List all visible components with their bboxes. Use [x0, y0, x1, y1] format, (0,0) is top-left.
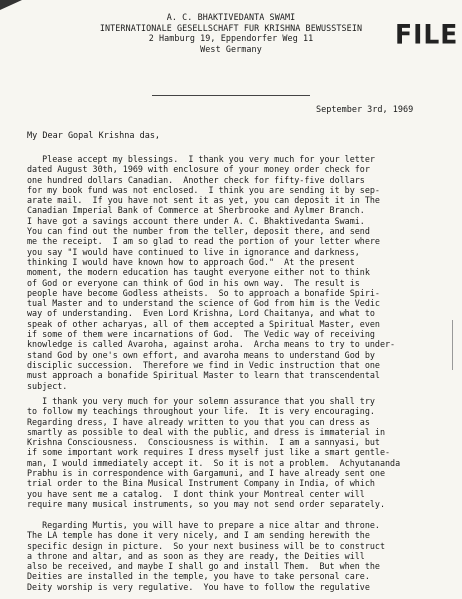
text-line: people have become Godless atheists. So to approach a bonafide Spiri-	[27, 287, 380, 298]
text-line: stand God by one's own effort, and avaroha means to understand God by	[27, 349, 375, 360]
text-line: disciplic succession. Therefore we find in Vedic instruction that one	[27, 359, 380, 370]
corner-mark	[0, 0, 22, 10]
text-line: you have sent me a catalog. I dont think your Montreal center will	[27, 488, 365, 499]
text-line: specific design in picture. So your next business will be to construct	[27, 540, 385, 551]
letterhead-rule	[152, 95, 310, 96]
text-line: for my book fund was not enclosed. I think you are sending it by sep-	[27, 184, 380, 195]
text-line: you say "I would have continued to live in ignorance and darkness,	[27, 246, 360, 257]
text-line: dated August 30th, 1969 with enclosure of your money order check for	[27, 164, 370, 175]
text-line: smartly as possible to deal with the public, and dress is immaterial in	[27, 426, 385, 437]
text-line: also be received, and maybe I shall go and install Them. But when the	[27, 561, 380, 572]
letter-date: September 3rd, 1969	[316, 105, 414, 115]
text-line: trial order to the Bina Musical Instrument Company in India, of which	[27, 478, 375, 489]
text-line: a throne and altar, and as soon as they are ready, the Deities will	[27, 550, 365, 561]
text-line: to follow my teachings throughout your life. It is very encouraging.	[27, 406, 375, 417]
text-line: speak of other acharyas, all of them accepted a Spiritual Master, even	[27, 318, 380, 329]
letterhead-country: West Germany	[200, 43, 262, 54]
text-line: Please accept my blessings. I thank you very much for your letter	[27, 154, 375, 164]
text-line: Deities are installed in the temple, you have to take personal care.	[27, 571, 370, 582]
file-stamp: FILE	[395, 19, 459, 50]
text-line: must approach a bonafide Spiritual Master to learn that transcendental	[27, 370, 380, 381]
letterhead-name: A. C. BHAKTIVEDANTA SWAMI	[166, 12, 296, 22]
letterhead	[0, 12, 462, 54]
text-line: require many musical instruments, so you may not send order separately.	[27, 498, 385, 509]
text-line: thinking I would have known how to approach God." At the present	[27, 256, 355, 267]
letterhead-organization: INTERNATIONALE GESELLSCHAFT FUR KRISHNA BEWUSSTSEIN	[99, 22, 363, 33]
text-line: man, I would immediately accept it. So it is not a problem. Achyutananda	[27, 457, 401, 468]
text-line: Deity worship is very regulative. You have to follow the regulative	[27, 581, 370, 592]
text-line: knowledge is called Avaroha, against aroha. Archa means to try to under-	[27, 339, 396, 350]
text-line: Regarding Murtis, you will have to prepare a nice altar and throne.	[27, 520, 380, 530]
letterhead-street: 2 Hamburg 19, Eppendorfer Weg 11	[148, 33, 314, 43]
paragraph-1	[27, 154, 457, 391]
text-line: tual Master and to understand the science of God from him is the Vedic	[27, 298, 380, 309]
salutation: My Dear Gopal Krishna das,	[27, 131, 161, 141]
text-line: if some of them were incarnations of God. The Vedic way of receiving	[27, 329, 375, 340]
text-line: subject.	[27, 380, 68, 391]
text-line: Regarding dress, I have already written to you that you can dress as	[27, 416, 370, 427]
margin-mark	[452, 320, 455, 370]
text-line: Canadian Imperial Bank of Commerce at Sherbrooke and Aylmer Branch.	[27, 205, 365, 216]
text-line: The LA temple has done it very nicely, and I am sending herewith the	[27, 530, 370, 541]
text-line: Krishna Consciousness. Consciousness is within. I am a sannyasi, but	[27, 437, 380, 448]
paragraph-2	[27, 396, 457, 509]
text-line: You can find out the number from the teller, deposit there, and send	[27, 226, 370, 237]
paragraph-3	[27, 520, 457, 592]
text-line: if some important work requires I dress myself just like a smart gentle-	[27, 447, 391, 458]
text-line: moment, the modern education has taught everyone either not to think	[27, 267, 370, 278]
text-line: of God or everyone can think of God in his own way. The result is	[27, 277, 360, 288]
text-line: I thank you very much for your solemn assurance that you shall try	[27, 396, 375, 406]
text-line: way of understanding. Even Lord Krishna, Lord Chaitanya, and what to	[27, 308, 375, 319]
text-line: me the receipt. I am so glad to read the portion of your letter where	[27, 236, 380, 247]
text-line: one hundred dollars Canadian. Another check for fifty-five dollars	[27, 174, 365, 185]
text-line: arate mail. If you have not sent it as yet, you can deposit it in The	[27, 195, 380, 206]
text-line: Prabhu is in correspondence with Gargamuni, and I have already sent one	[27, 468, 385, 479]
text-line: I have got a savings account there under A. C. Bhaktivedanta Swami.	[27, 215, 365, 226]
